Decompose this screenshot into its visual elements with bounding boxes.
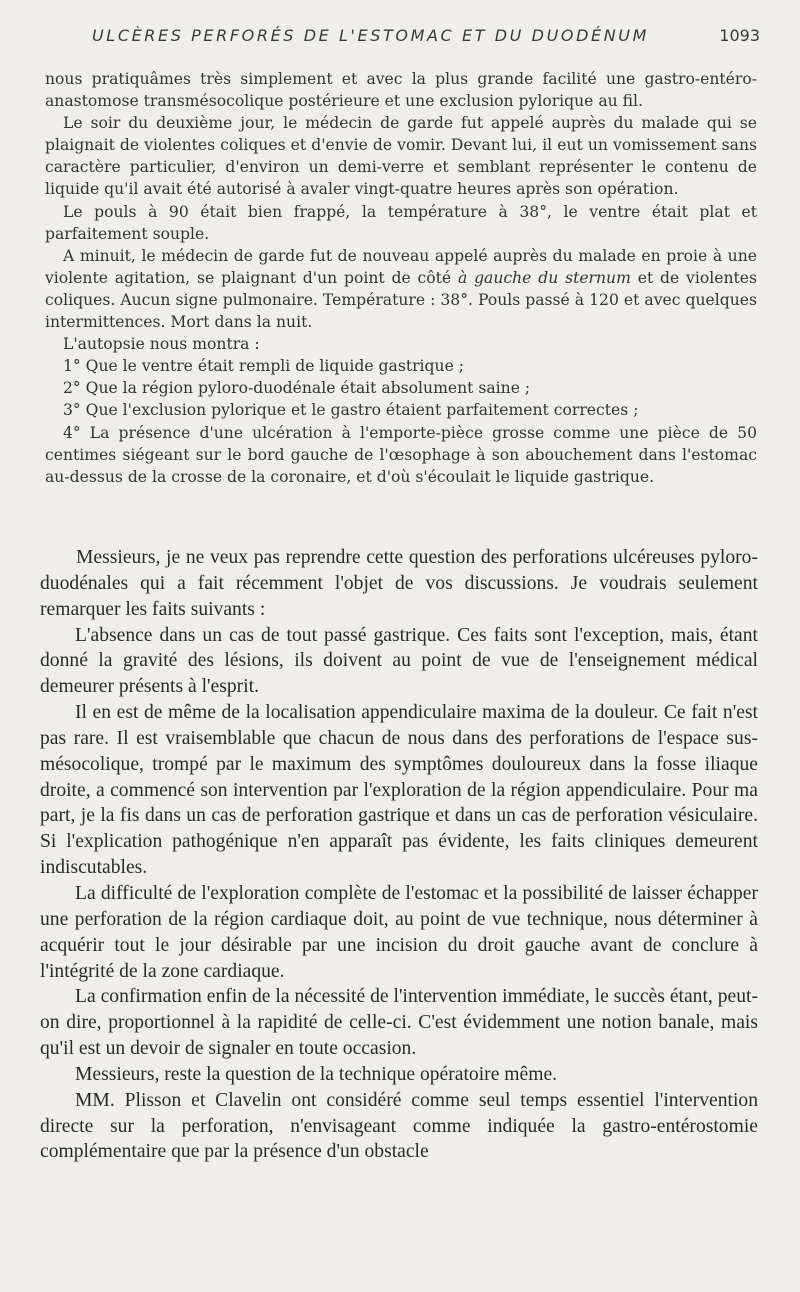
autopsy-item: 4° La présence d'une ulcération à l'emporte-pièce grosse comme une pièce de 50 centimes siégeant sur le bord gauche de l'œsophage à son abouchement dans l'estomac au-dessus de la crosse de la coronaire, et d'où s'écoulait le liquide gastrique. xyxy=(45,423,757,486)
discussion-paragraph: Il en est de même de la localisation appendiculaire maxima de la douleur. Ce fait n'est pas rare. Il est vraisemblable que chacun de nous dans des perforations de l'espace sus-mésocolique, trompé par le maximum des symptômes douloureux dans la fosse iliaque droite, a commencé son intervention par l'exploration de la région appendiculaire. Pour ma part, je la fis dans un cas de perforation gastrique et dans un cas de perforation vésiculaire. Si l'explication pathogénique n'en apparaît pas évidente, les faits cliniques demeurent indiscutables. xyxy=(40,702,758,879)
discussion-paragraph: MM. Plisson et Clavelin ont considéré comme seul temps essentiel l'intervention directe sur la perforation, n'envisageant comme indiquée la gastro-entérostomie complémentaire que par la présence d'un obstacle xyxy=(40,1089,758,1163)
case-paragraph: L'autopsie nous montra : xyxy=(63,335,260,354)
case-report xyxy=(45,68,757,488)
autopsy-item: 3° Que l'exclusion pylorique et le gastro étaient parfaitement correctes ; xyxy=(63,401,639,420)
autopsy-item: 2° Que la région pyloro-duodénale était absolument saine ; xyxy=(63,379,531,398)
text-span: A minuit, le médecin de garde fut de nouveau appelé auprès du malade en proie à une violente agitation, se plaignant d'un point de côté xyxy=(45,246,757,287)
page-number: 1093 xyxy=(719,26,760,45)
autopsy-item: 1° Que le ventre était rempli de liquide gastrique ; xyxy=(63,357,465,376)
discussion-paragraph: Messieurs, reste la question de la technique opératoire même. xyxy=(75,1063,558,1085)
case-paragraph: nous pratiquâmes très simplement et avec la plus grande facilité une gastro-entéro-anastomose transmésocolique postérieure et une exclusion pylorique au fil. xyxy=(45,70,757,111)
discussion xyxy=(40,545,758,1165)
page-header xyxy=(60,26,760,50)
case-paragraph xyxy=(45,245,757,333)
case-paragraph: Le soir du deuxième jour, le médecin de garde fut appelé auprès du malade qui se plaignait de violentes coliques et d'envie de vomir. Devant lui, il eut un vomissement sans caractère particulier, d'environ un demi-verre et semblant représenter le contenu de liquide qu'il avait été autorisé à avaler vingt-quatre heures après son opération. xyxy=(45,114,757,199)
discussion-paragraph: Messieurs, je ne veux pas reprendre cette question des perforations ulcéreuses pyloro-duodénales qui a fait récemment l'objet de vos discussions. Je voudrais seulement remarquer les faits suivants : xyxy=(40,547,758,620)
discussion-paragraph: La confirmation enfin de la nécessité de l'intervention immédiate, le succès étant, peut-on dire, proportionnel à la rapidité de celle-ci. C'est évidemment une notion banale, mais qu'il est un devoir de signaler en toute occasion. xyxy=(40,986,758,1060)
running-title: ULCÈRES PERFORÉS DE L'ESTOMAC ET DU DUODÉNUM xyxy=(92,26,650,45)
italic-text: à gauche du sternum xyxy=(457,268,631,287)
case-paragraph: Le pouls à 90 était bien frappé, la température à 38°, le ventre était plat et parfaitement souple. xyxy=(45,202,757,243)
discussion-paragraph: L'absence dans un cas de tout passé gastrique. Ces faits sont l'exception, mais, étant donné la gravité des lésions, ils doivent au point de vue de l'enseignement médical demeurer présents à l'esprit. xyxy=(40,624,758,698)
text-span: et de violentes coliques. Aucun signe pulmonaire. Température : 38°. Pouls passé à 120 et avec quelques intermittences. Mort dans la nuit. xyxy=(45,268,757,332)
discussion-paragraph: La difficulté de l'exploration complète de l'estomac et la possibilité de laisser échapper une perforation de la région cardiaque doit, au point de vue technique, nous déterminer à acquérir tout le jour désirable par une incision du droit gauche avant de conclure à l'intégrité de la zone cardiaque. xyxy=(40,882,758,982)
